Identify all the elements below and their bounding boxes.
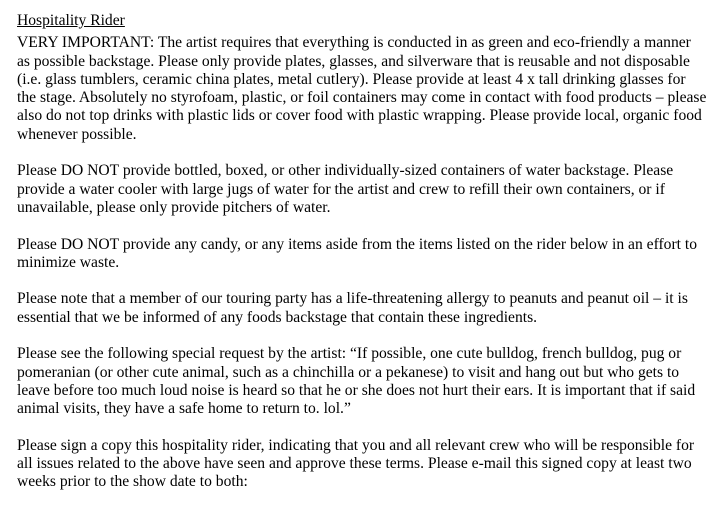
document-page bbox=[17, 12, 707, 510]
document-title: Hospitality Rider bbox=[17, 12, 125, 29]
paragraph-allergy: Please note that a member of our touring party has a life-threatening allergy to peanuts and peanut oil – it is essential that we be informed of any foods backstage that contain these ingredients. bbox=[17, 290, 688, 326]
paragraph-eco-friendly: VERY IMPORTANT: The artist requires that everything is conducted in as green and eco-friendly a manner as possible backstage. Please only provide plates, glasses, and silverware that is reusable and not disposable (i.e. glass tumblers, ceramic china plates, metal cutlery). Please provide at least 4 x tall drinking glasses for the stage. Absolutely no styrofoam, plastic, or foil containers may come in contact with food products – please also do not top drinks with plastic lids or cover food with plastic wrapping. Please provide local, organic food whenever possible. bbox=[17, 34, 707, 143]
paragraph-sign-copy: Please sign a copy this hospitality rider, indicating that you and all relevant crew who will be responsible for all issues related to the above have seen and approve these terms. Please e-mail this signed copy at least two weeks prior to the show date to both: bbox=[17, 436, 695, 491]
paragraph-special-request: Please see the following special request by the artist: “If possible, one cute bulldog, french bulldog, pug or pomeranian (or other cute animal, such as a chinchilla or a pekanese) to visit and hang out but who gets to leave before too much loud noise is heard so that he or she does not hurt their ears. It is important that if said animal visits, they have a safe home to return to. lol.” bbox=[17, 345, 696, 418]
paragraph-water: Please DO NOT provide bottled, boxed, or other individually-sized containers of water backstage. Please provide a water cooler with large jugs of water for the artist and crew to refill their own containers, or if unavailable, please only provide pitchers of water. bbox=[17, 162, 674, 216]
paragraph-candy: Please DO NOT provide any candy, or any items aside from the items listed on the rider below in an effort to minimize waste. bbox=[17, 235, 698, 271]
